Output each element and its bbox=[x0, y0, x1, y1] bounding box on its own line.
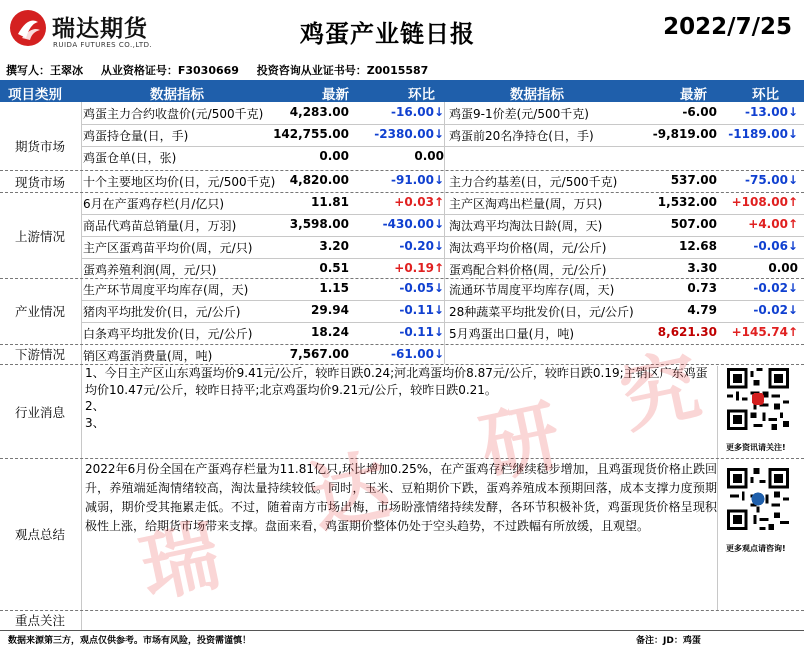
news-item: 1、今日主产区山东鸡蛋均价9.41元/公斤，较昨日跌0.24;河北鸡蛋均价8.87元/公斤，较昨日跌0.19;主销区广东鸡蛋均价10.47元/公斤，较昨日持平;北京鸡蛋均价9.21元/公斤，较昨日跌0.21。 bbox=[85, 366, 708, 397]
table-row bbox=[0, 236, 804, 258]
section-divider bbox=[0, 192, 804, 193]
author-qualification: 从业资格证号：F3030669 bbox=[100, 64, 239, 77]
footer-divider bbox=[0, 630, 804, 631]
indicator-change: -1189.00↓ bbox=[728, 127, 798, 141]
indicator-value: 4,820.00 bbox=[289, 173, 349, 187]
indicator-value: 142,755.00 bbox=[273, 127, 349, 141]
table-row bbox=[0, 102, 804, 124]
table-header bbox=[0, 80, 804, 102]
author-line bbox=[6, 62, 442, 78]
qr-caption-news: 更多资讯请关注! bbox=[726, 443, 786, 452]
table-row bbox=[0, 258, 804, 280]
table-row bbox=[0, 146, 804, 168]
indicator-change: +0.03↑ bbox=[394, 195, 444, 209]
qr-caption-view: 更多观点请咨询! bbox=[726, 544, 786, 553]
indicator-value: 537.00 bbox=[670, 173, 717, 187]
col-indicator: 数据指标 bbox=[150, 87, 204, 103]
indicator-name: 蛋鸡养殖利润(周，元/只) bbox=[83, 263, 217, 277]
report-header bbox=[0, 0, 804, 60]
page-title: 鸡蛋产业链日报 bbox=[300, 20, 475, 48]
divider bbox=[81, 300, 804, 301]
indicator-change: +145.74↑ bbox=[731, 325, 798, 339]
ruida-logo-icon bbox=[8, 8, 48, 48]
indicator-change: -0.02↓ bbox=[753, 281, 798, 295]
divider bbox=[81, 322, 804, 323]
watermark-char: 瑞 bbox=[132, 510, 228, 615]
watermark-char: 研 bbox=[472, 390, 568, 495]
col-change: 环比 bbox=[408, 87, 435, 103]
table-row bbox=[0, 344, 804, 366]
indicator-name: 十个主要地区均价(日，元/500千克) bbox=[83, 175, 276, 189]
indicator-change: -61.00↓ bbox=[391, 347, 444, 361]
section-divider bbox=[0, 458, 804, 459]
category-industry: 产业情况 bbox=[14, 304, 65, 319]
watermark-char: 达 bbox=[302, 440, 398, 545]
indicator-name: 销区鸡蛋消费量(周，吨) bbox=[83, 349, 213, 363]
indicator-change: 0.00 bbox=[414, 149, 444, 163]
indicator-name: 白条鸡平均批发价(日，元/公斤) bbox=[83, 327, 253, 341]
section-divider bbox=[0, 610, 804, 611]
indicator-value: 0.73 bbox=[687, 281, 717, 295]
indicator-change: -0.06↓ bbox=[753, 239, 798, 253]
indicator-value: 1,532.00 bbox=[657, 195, 717, 209]
category-view: 观点总结 bbox=[14, 527, 65, 542]
col-category: 项目类别 bbox=[8, 87, 62, 103]
indicator-change: -13.00↓ bbox=[745, 105, 798, 119]
indicator-name: 猪肉平均批发价(日，元/公斤) bbox=[83, 305, 241, 319]
indicator-name: 蛋鸡配合料价格(周，元/公斤) bbox=[449, 263, 607, 277]
divider bbox=[717, 366, 718, 610]
indicator-change: -430.00↓ bbox=[382, 217, 444, 231]
indicator-value: -6.00 bbox=[682, 105, 717, 119]
indicator-name: 鸡蛋持仓量(日，手) bbox=[83, 129, 189, 143]
indicator-change: +4.00↑ bbox=[748, 217, 798, 231]
indicator-change: -0.11↓ bbox=[399, 325, 444, 339]
indicator-name: 28种蔬菜平均批发价(日，元/公斤) bbox=[449, 305, 634, 319]
indicator-value: 11.81 bbox=[311, 195, 349, 209]
table-row bbox=[0, 300, 804, 322]
indicator-value: 1.15 bbox=[319, 281, 349, 295]
indicator-change: -0.11↓ bbox=[399, 303, 444, 317]
col-change-2: 环比 bbox=[752, 87, 779, 103]
indicator-value: 7,567.00 bbox=[289, 347, 349, 361]
footer-note: 备注：JD：鸡蛋 bbox=[636, 636, 701, 646]
indicator-value: -9,819.00 bbox=[652, 127, 717, 141]
indicator-value: 0.00 bbox=[319, 149, 349, 163]
category-downstream: 下游情况 bbox=[14, 347, 65, 362]
indicator-value: 0.51 bbox=[319, 261, 349, 275]
section-divider bbox=[0, 170, 804, 171]
indicator-change: -2380.00↓ bbox=[374, 127, 444, 141]
indicator-name: 淘汰鸡平均价格(周，元/公斤) bbox=[449, 241, 607, 255]
indicator-change: -91.00↓ bbox=[391, 173, 444, 187]
col-indicator-2: 数据指标 bbox=[510, 87, 564, 103]
indicator-change: -75.00↓ bbox=[745, 173, 798, 187]
category-spot: 现货市场 bbox=[14, 175, 65, 190]
indicator-value: 507.00 bbox=[670, 217, 717, 231]
indicator-change: -0.05↓ bbox=[399, 281, 444, 295]
indicator-change: +108.00↑ bbox=[731, 195, 798, 209]
divider bbox=[81, 214, 804, 215]
section-divider bbox=[0, 278, 804, 279]
watermark-char: 究 bbox=[612, 340, 708, 445]
indicator-name: 主产区蛋鸡苗平均价(周，元/只) bbox=[83, 241, 253, 255]
indicator-change: +0.19↑ bbox=[394, 261, 444, 275]
divider bbox=[81, 236, 804, 237]
indicator-name: 5月鸡蛋出口量(月，吨) bbox=[449, 327, 574, 341]
table-row bbox=[0, 214, 804, 236]
ruida-logo bbox=[8, 6, 158, 54]
section-divider bbox=[0, 344, 804, 345]
view-summary: 2022年6月份全国在产蛋鸡存栏量为11.81亿只,环比增加0.25%，在产蛋鸡存栏继续稳步增加，且鸡蛋现货价格止跌回升，养殖端延淘情绪较高，淘汰量持续较低。同时，玉米、豆粕期价下跌，蛋鸡养殖成本预期回落，成本支撑力度预期减弱，期价受其拖累走低。不过，随着南方市场出梅，市场盼涨情绪持续发酵，各环节积极补货，鸡蛋现货价格呈现积极性上涨，给期货市场带来支撑。盘面来看，鸡蛋期价整体仍处于空头趋势，不过跌幅有所放缓，且观望。 bbox=[85, 462, 717, 533]
category-news: 行业消息 bbox=[14, 405, 65, 420]
table-row bbox=[0, 322, 804, 344]
indicator-value: 8,621.30 bbox=[657, 325, 717, 339]
indicator-value: 29.94 bbox=[311, 303, 349, 317]
indicator-name: 生产环节周度平均库存(周，天) bbox=[83, 283, 249, 297]
indicator-change: -16.00↓ bbox=[391, 105, 444, 119]
col-latest-2: 最新 bbox=[680, 87, 707, 103]
table-row bbox=[0, 170, 804, 192]
report-date: 2022/7/25 bbox=[663, 14, 792, 40]
indicator-value: 3,598.00 bbox=[289, 217, 349, 231]
divider bbox=[81, 258, 804, 259]
divider bbox=[81, 124, 804, 125]
author-writer: 撰写人：王翠冰 bbox=[6, 64, 83, 77]
category-futures: 期货市场 bbox=[14, 139, 65, 154]
divider bbox=[81, 102, 82, 630]
indicator-value: 4,283.00 bbox=[289, 105, 349, 119]
indicator-name: 鸡蛋仓单(日，张) bbox=[83, 151, 177, 165]
news-item: 2、 bbox=[85, 399, 105, 413]
indicator-value: 3.20 bbox=[319, 239, 349, 253]
indicator-name: 鸡蛋主力合约收盘价(元/500千克) bbox=[83, 107, 264, 121]
indicator-name: 主力合约基差(日，元/500千克) bbox=[449, 175, 618, 189]
table-row bbox=[0, 124, 804, 146]
indicator-name: 商品代鸡苗总销量(月，万羽) bbox=[83, 219, 237, 233]
category-upstream: 上游情况 bbox=[14, 229, 65, 244]
author-consult: 投资咨询从业证书号：Z0015587 bbox=[256, 64, 429, 77]
category-focus: 重点关注 bbox=[14, 613, 65, 628]
indicator-name: 主产区淘鸡出栏量(周，万只) bbox=[449, 197, 603, 211]
table-row bbox=[0, 278, 804, 300]
divider bbox=[81, 146, 804, 147]
divider bbox=[444, 102, 445, 364]
news-section bbox=[85, 365, 715, 431]
indicator-name: 流通环节周度平均库存(周，天) bbox=[449, 283, 615, 297]
indicator-value: 4.79 bbox=[687, 303, 717, 317]
indicator-value: 12.68 bbox=[679, 239, 717, 253]
indicator-name: 鸡蛋9-1价差(元/500千克) bbox=[449, 107, 589, 121]
indicator-name: 6月在产蛋鸡存栏(月/亿只) bbox=[83, 197, 225, 211]
indicator-change: -0.20↓ bbox=[399, 239, 444, 253]
qr-code-icon bbox=[727, 368, 789, 430]
indicator-name: 鸡蛋前20名净持仓(日，手) bbox=[449, 129, 594, 143]
indicator-change: 0.00 bbox=[768, 261, 798, 275]
logo-text-en: RUIDA FUTURES CO.,LTD. bbox=[53, 41, 153, 49]
indicator-name: 淘汰鸡平均淘汰日龄(周，天) bbox=[449, 219, 603, 233]
qr-code-icon bbox=[727, 468, 789, 530]
col-latest: 最新 bbox=[322, 87, 349, 103]
indicator-value: 3.30 bbox=[687, 261, 717, 275]
indicator-value: 18.24 bbox=[311, 325, 349, 339]
table-row bbox=[0, 192, 804, 214]
footer-disclaimer: 数据来源第三方，观点仅供参考。市场有风险，投资需谨慎！ bbox=[8, 636, 252, 646]
news-item: 3、 bbox=[85, 415, 105, 430]
logo-text-cn: 瑞达期货 bbox=[52, 16, 148, 42]
indicator-change: -0.02↓ bbox=[753, 303, 798, 317]
